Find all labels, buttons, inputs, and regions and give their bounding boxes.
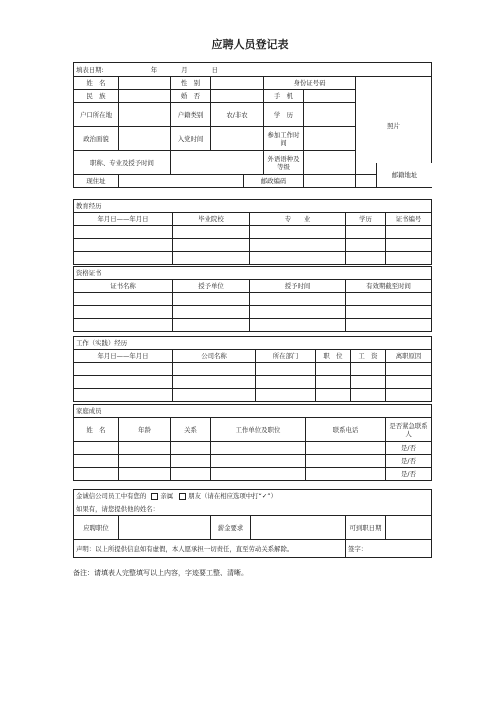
fam-cell[interactable]: [74, 468, 119, 481]
salary-field[interactable]: [251, 516, 346, 540]
work-start-label: 参加工作时间: [264, 127, 304, 151]
qual-cell[interactable]: [173, 293, 250, 306]
table-row: [74, 442, 432, 455]
work-cell[interactable]: [386, 376, 432, 389]
fill-date-year: 年: [150, 65, 158, 74]
work-col-dept: 所在部门: [256, 350, 316, 363]
qual-cell[interactable]: [173, 306, 250, 319]
title-skill-label: 职称、专业及授予时间: [74, 151, 171, 175]
work-cell[interactable]: [316, 389, 351, 402]
native-addr-label: 邮籍地址: [376, 163, 432, 187]
work-cell[interactable]: [173, 376, 256, 389]
referral-name-line[interactable]: 如果有，请您提供他的姓名：: [74, 503, 432, 516]
hukou-type-options[interactable]: 农/非农: [211, 103, 264, 127]
edu-cell[interactable]: [250, 239, 346, 252]
table-row: [74, 239, 432, 252]
title-skill-field[interactable]: [171, 151, 264, 175]
emergency-yes-no[interactable]: 是/否: [386, 455, 432, 468]
edu-cell[interactable]: [346, 226, 386, 239]
work-section-title: 工作（实践）经历: [74, 337, 432, 350]
footer-table: [73, 489, 432, 558]
work-col-company: 公司名称: [173, 350, 256, 363]
education-table: [73, 199, 432, 265]
fam-cell[interactable]: [211, 468, 306, 481]
work-cell[interactable]: [386, 363, 432, 376]
qual-cell[interactable]: [346, 319, 432, 332]
table-row: [74, 226, 432, 239]
education-section-title: 教育经历: [74, 200, 432, 213]
edu-cell[interactable]: [346, 252, 386, 265]
fam-col-employer: 工作单位及职位: [211, 418, 306, 442]
friend-option-label: 朋友（请在相应选项中打“✓”）: [188, 492, 277, 501]
fam-cell[interactable]: [306, 442, 386, 455]
form-title: 应聘人员登记表: [211, 38, 289, 51]
position-field[interactable]: [119, 516, 211, 540]
edu-cell[interactable]: [250, 226, 346, 239]
qual-cell[interactable]: [250, 293, 346, 306]
hukou-loc-label: 户口所在地: [74, 103, 119, 127]
edu-cell[interactable]: [74, 252, 173, 265]
work-cell[interactable]: [256, 376, 316, 389]
footer-note: 备注：请填表人完整填写以上内容，字迹要工整、清晰。: [73, 569, 248, 577]
fam-cell[interactable]: [211, 442, 306, 455]
qual-cell[interactable]: [346, 293, 432, 306]
edu-col-degree: 学历: [346, 213, 386, 226]
edu-cell[interactable]: [386, 226, 432, 239]
current-addr-field[interactable]: [119, 175, 244, 188]
qual-cell[interactable]: [74, 319, 173, 332]
fam-col-phone: 联系电话: [306, 418, 386, 442]
referral-line1: [74, 490, 432, 503]
phone-label: 手 机: [264, 90, 304, 103]
edu-col-school: 毕业院校: [173, 213, 250, 226]
qual-cell[interactable]: [250, 306, 346, 319]
fam-cell[interactable]: [306, 455, 386, 468]
ethnicity-field[interactable]: [119, 90, 171, 103]
position-label: 应聘职位: [74, 516, 119, 540]
work-cell[interactable]: [386, 389, 432, 402]
work-cell[interactable]: [74, 363, 173, 376]
postcode-field[interactable]: [304, 175, 356, 188]
work-cell[interactable]: [351, 376, 386, 389]
fam-cell[interactable]: [119, 468, 171, 481]
edu-col-cert: 证书编号: [386, 213, 432, 226]
fam-cell[interactable]: [119, 442, 171, 455]
work-col-position: 职 位: [316, 350, 351, 363]
start-date-label: 可到职日期: [346, 516, 386, 540]
gender-field[interactable]: [211, 77, 264, 90]
qual-col-expiry: 有效期截至时间: [346, 280, 432, 293]
work-cell[interactable]: [256, 363, 316, 376]
qual-col-issuer: 授予单位: [173, 280, 250, 293]
edu-cell[interactable]: [386, 252, 432, 265]
family-section-title: 家庭成员: [74, 405, 432, 418]
table-row: [74, 363, 432, 376]
signature-field[interactable]: [346, 540, 432, 558]
work-col-salary: 工 资: [351, 350, 386, 363]
current-addr-label: 现住址: [74, 175, 119, 188]
fam-cell[interactable]: [171, 468, 211, 481]
table-row: [74, 376, 432, 389]
work-start-field[interactable]: [304, 127, 356, 151]
gender-label: 性 别: [171, 77, 211, 90]
marital-label: 婚 否: [171, 90, 211, 103]
work-cell[interactable]: [256, 389, 316, 402]
work-cell[interactable]: [316, 363, 351, 376]
ethnicity-label: 民 族: [74, 90, 119, 103]
work-cell[interactable]: [351, 389, 386, 402]
hukou-type-label: 户籍类别: [171, 103, 211, 127]
fill-date-label: 填表日期:: [76, 65, 104, 74]
edu-cell[interactable]: [173, 252, 250, 265]
fam-cell[interactable]: [74, 455, 119, 468]
qual-cell[interactable]: [74, 306, 173, 319]
fam-cell[interactable]: [171, 455, 211, 468]
start-date-field[interactable]: [386, 516, 432, 540]
declaration-text: 声明：以上所提供信息如有虚假，本人愿承担一切责任，直至劳动关系解除。: [74, 540, 346, 558]
fam-col-name: 姓 名: [74, 418, 119, 442]
edu-cell[interactable]: [173, 239, 250, 252]
name-label: 姓 名: [74, 77, 119, 90]
table-row: [74, 293, 432, 306]
party-date-field[interactable]: [211, 127, 264, 151]
language-field[interactable]: [304, 151, 356, 175]
relative-option-label: 亲属: [160, 492, 174, 501]
fam-cell[interactable]: [119, 455, 171, 468]
political-label: 政治面貌: [74, 127, 119, 151]
education-label: 学 历: [264, 103, 304, 127]
marital-field[interactable]: [211, 90, 264, 103]
edu-col-dates: 年月日——年月日: [74, 213, 173, 226]
friend-checkbox[interactable]: [179, 493, 186, 500]
table-row: [74, 319, 432, 332]
name-field[interactable]: [119, 77, 171, 90]
work-cell[interactable]: [173, 389, 256, 402]
edu-cell[interactable]: [173, 226, 250, 239]
work-table: [73, 336, 432, 402]
fam-col-age: 年龄: [119, 418, 171, 442]
fill-date-row: [74, 63, 432, 77]
fill-date-day: 日: [211, 65, 219, 74]
fam-col-emergency: 是否紧急联系人: [386, 418, 432, 442]
qual-cell[interactable]: [173, 319, 250, 332]
qualification-table: [73, 266, 432, 332]
edu-cell[interactable]: [346, 239, 386, 252]
emergency-yes-no[interactable]: 是/否: [386, 442, 432, 455]
edu-col-major: 专 业: [250, 213, 346, 226]
work-cell[interactable]: [316, 376, 351, 389]
family-table: [73, 404, 432, 481]
edu-cell[interactable]: [74, 226, 173, 239]
fam-cell[interactable]: [74, 442, 119, 455]
id-number-label: 身份证号码: [264, 77, 356, 90]
emergency-yes-no[interactable]: 是/否: [386, 468, 432, 481]
photo-box[interactable]: 照片: [356, 77, 432, 175]
qualification-section-title: 资格证书: [74, 267, 432, 280]
political-field[interactable]: [119, 127, 171, 151]
relative-checkbox[interactable]: [151, 493, 158, 500]
table-row: [74, 252, 432, 265]
hukou-loc-field[interactable]: [119, 103, 171, 127]
language-label: 外语语种及等级: [264, 151, 304, 175]
qual-col-date: 授予时间: [250, 280, 346, 293]
referral-question: 金诚信公司员工中有您的: [76, 492, 147, 501]
fill-date-month: 月: [181, 65, 188, 74]
postcode-label: 邮政编码: [244, 175, 304, 188]
work-col-dates: 年月日——年月日: [74, 350, 173, 363]
work-cell[interactable]: [351, 363, 386, 376]
education-field[interactable]: [304, 103, 356, 127]
party-date-label: 入党时间: [171, 127, 211, 151]
fam-cell[interactable]: [171, 442, 211, 455]
table-row: [74, 468, 432, 481]
qual-cell[interactable]: [346, 306, 432, 319]
salary-label: 薪金要求: [211, 516, 251, 540]
table-row: [74, 389, 432, 402]
work-cell[interactable]: [173, 363, 256, 376]
table-row: [74, 306, 432, 319]
fam-cell[interactable]: [211, 455, 306, 468]
edu-cell[interactable]: [386, 239, 432, 252]
fam-cell[interactable]: [306, 468, 386, 481]
fam-col-relation: 关系: [171, 418, 211, 442]
work-cell[interactable]: [74, 389, 173, 402]
phone-field[interactable]: [304, 90, 356, 103]
qual-col-name: 证书名称: [74, 280, 173, 293]
qual-cell[interactable]: [250, 319, 346, 332]
signature-label: 签字：: [348, 544, 368, 553]
edu-cell[interactable]: [250, 252, 346, 265]
table-row: [74, 455, 432, 468]
work-col-reason: 离职原因: [386, 350, 432, 363]
edu-cell[interactable]: [74, 239, 173, 252]
work-cell[interactable]: [74, 376, 173, 389]
qual-cell[interactable]: [74, 293, 173, 306]
